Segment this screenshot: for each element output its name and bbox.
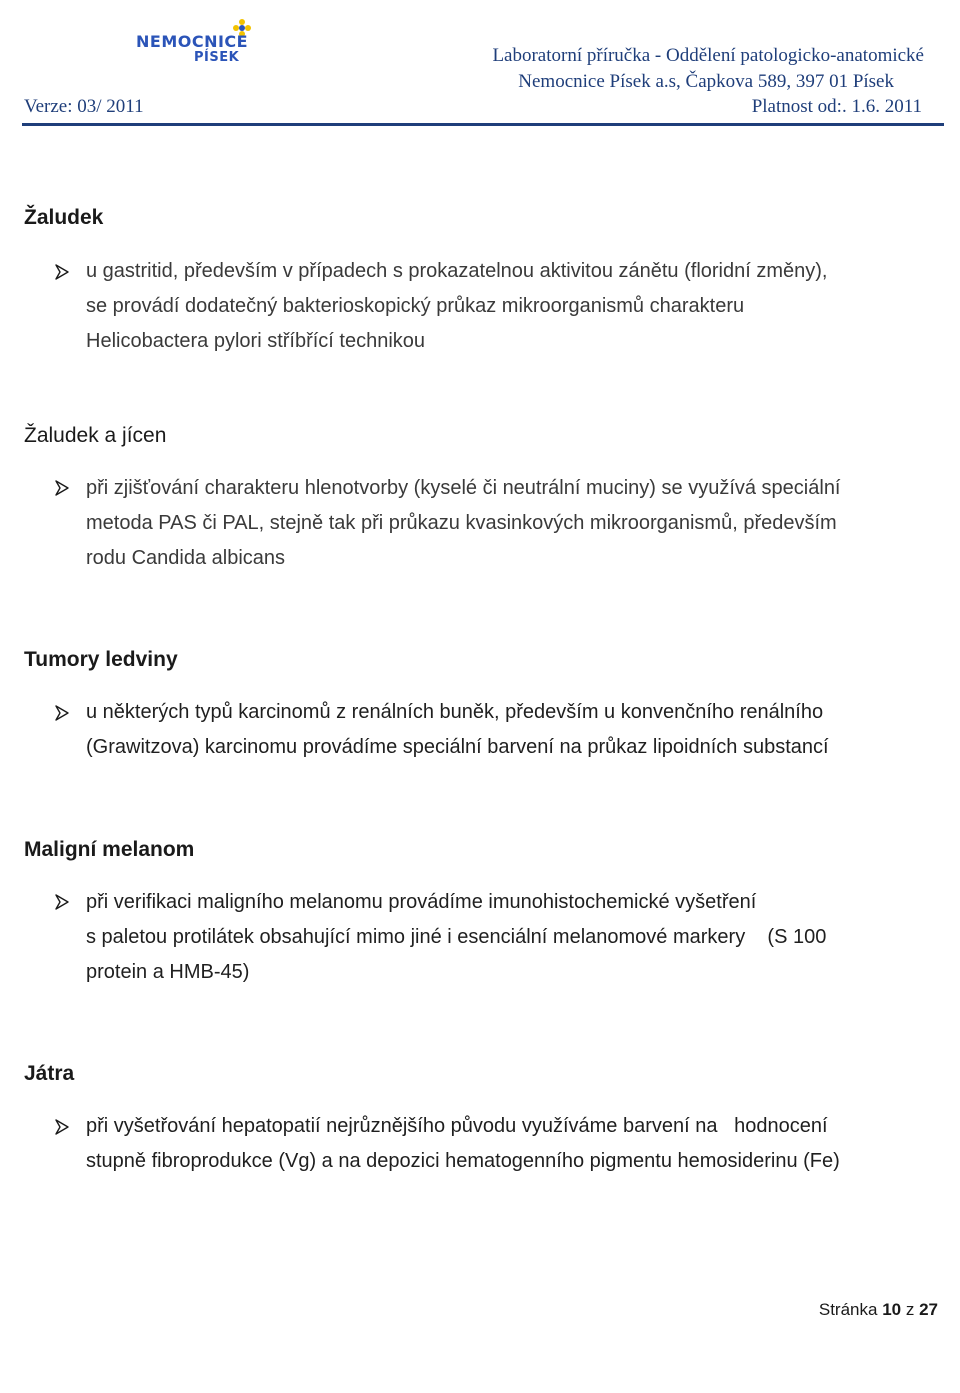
- section-heading-zaludek-a-jicen: Žaludek a jícen: [24, 424, 167, 447]
- section-text-zaludek: [86, 254, 936, 359]
- text-line: protein a HMB-45): [86, 961, 250, 983]
- text-line: při vyšetřování hepatopatií nejrůznějšího původu využíváme barvení na hodnocení: [86, 1115, 828, 1137]
- header-divider: [22, 123, 944, 126]
- text-line: u některých typů karcinomů z renálních buněk, především u konvenčního renálního: [86, 701, 824, 723]
- text-line: (Grawitzova) karcinomu provádíme speciální barvení na průkaz lipoidních substancí: [86, 736, 829, 758]
- of-label: z: [905, 1300, 915, 1319]
- document-version: Verze: 03/ 2011: [24, 96, 144, 117]
- logo-text-line2: PÍSEK: [194, 50, 240, 65]
- text-line: u gastritid, především v případech s prokazatelnou aktivitou zánětu (floridní změny),: [86, 260, 828, 282]
- arrow-bullet-icon: [54, 1119, 70, 1135]
- total-pages: 27: [919, 1300, 938, 1319]
- page-footer: [819, 1300, 938, 1320]
- section-text-tumory-ledviny: [86, 695, 936, 765]
- text-line: stupně fibroprodukce (Vg) a na depozici hematogenního pigmentu hemosiderinu (Fe): [86, 1150, 840, 1172]
- page-number: 10: [882, 1300, 902, 1319]
- document-title: Laboratorní příručka - Oddělení patologicko-anatomické: [492, 45, 924, 66]
- section-text-zaludek-a-jicen: [86, 471, 936, 576]
- text-line: se provádí dodatečný bakterioskopický průkaz mikroorganismů charakteru: [86, 295, 745, 317]
- text-line: při zjišťování charakteru hlenotvorby (kyselé či neutrální muciny) se využívá speciální: [86, 477, 841, 499]
- text-line: metoda PAS či PAL, stejně tak při průkazu kvasinkových mikroorganismů, především: [86, 512, 837, 534]
- validity-date: Platnost od:. 1.6. 2011: [751, 96, 922, 117]
- arrow-bullet-icon: [54, 894, 70, 910]
- arrow-bullet-icon: [54, 264, 70, 280]
- logo-text-line1: NEMOCNICE: [136, 32, 249, 51]
- section-heading-jatra: Játra: [24, 1062, 75, 1085]
- hospital-logo: [132, 30, 252, 70]
- text-line: při verifikaci maligního melanomu provádíme imunohistochemické vyšetření: [86, 891, 757, 913]
- section-heading-zaludek: Žaludek: [24, 206, 104, 229]
- text-line: Helicobactera pylori stříbřící technikou: [86, 330, 426, 352]
- page-label: Stránka: [818, 1300, 878, 1319]
- arrow-bullet-icon: [54, 480, 70, 496]
- arrow-bullet-icon: [54, 705, 70, 721]
- hospital-address: Nemocnice Písek a.s, Čapkova 589, 397 01 Písek: [518, 71, 894, 92]
- section-heading-tumory-ledviny: Tumory ledviny: [24, 648, 178, 671]
- text-line: rodu Candida albicans: [86, 547, 286, 569]
- text-line: s paletou protilátek obsahující mimo jiné i esenciální melanomové markery (S 100: [86, 926, 827, 948]
- section-text-jatra: [86, 1109, 936, 1179]
- section-text-maligni-melanom: [86, 885, 936, 990]
- section-heading-maligni-melanom: Maligní melanom: [24, 838, 195, 861]
